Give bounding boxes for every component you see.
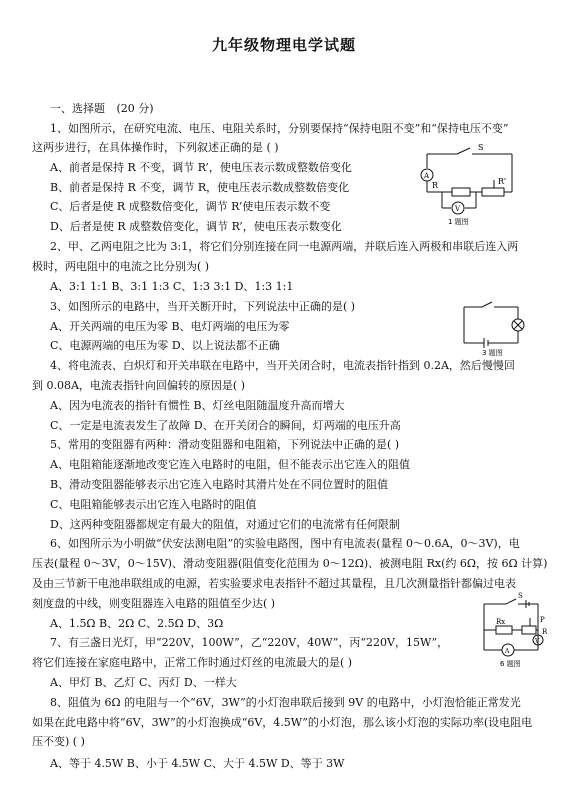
q5-option-d: D、这两种变阻器都规定有最大的阻值，对通过它们的电流常有任何限制 (50, 518, 400, 531)
q6-stem-cont-1: 压表(量程 0～3V，0～15V)、滑动变阻器(阻值变化范围为 0～12Ω)、被测电阻 Rx(约 6Ω，按 6Ω 计算) (32, 557, 548, 570)
q5-option-b: B、滑动变阻器能够表示出它连入电路时其滑片处在不同位置时的阻值 (50, 478, 389, 491)
fig1-voltmeter-label: V (455, 205, 461, 213)
fig6-rheostat-label: R (542, 628, 548, 636)
q8-options: A、等于 4.5W B、小于 4.5W C、大于 4.5W D、等于 3W (50, 757, 345, 770)
q2-stem-cont: 极时，两电阻中的电流之比分别为( ) (32, 260, 210, 273)
q1-stem-cont: 这两步进行，在具体操作时，下列叙述正确的是 ( ) (32, 141, 279, 154)
q1-stem: 1、如图所示，在研究电流、电压、电阻关系时，分别要保持“保持电阻不变”和“保持电压不变” (50, 122, 509, 135)
page-title: 九年级物理电学试题 (212, 36, 357, 54)
fig1-caption: 1 题图 (448, 218, 469, 226)
q1-option-d: D、后者是使 R 成整数倍变化，调节 R’，使电压表示数变化 (50, 220, 342, 233)
fig1-ammeter-label: A (424, 172, 430, 180)
section-score: (20 分) (116, 102, 154, 115)
q5-option-a: A、电阻箱能逐渐地改变它连入电路时的电阻，但不能表示出它连入的阻值 (50, 458, 410, 471)
q4-stem-cont: 到 0.08A，电流表指针向回偏转的原因是( ) (32, 379, 246, 392)
q8-stem-cont-1: 如果在此电路中将“6V，3W”的小灯泡换成“6V，4.5W”的小灯泡，那么该小灯泡的实际功率(设电阻电 (32, 716, 533, 729)
fig1-rheostat-label: R’ (498, 177, 507, 186)
q7-stem: 7、有三盏日光灯，甲“220V，100W”，乙“220V，40W”，丙“220V，15W”， (50, 636, 449, 649)
q3-stem: 3、如图所示的电路中，当开关断开时，下列说法中正确的是( ) (50, 300, 356, 313)
q2-stem: 2、甲、乙两电阻之比为 3:1，将它们分别连接在同一电源两端，并联后连入两极和串联后连入两 (50, 240, 519, 253)
q3-options-cd: C、电源两端的电压为零 D、以上说法都不正确 (50, 339, 280, 352)
q8-stem-cont-2: 压不变) ( ) (32, 735, 85, 748)
fig3-caption: 3 题图 (482, 349, 503, 357)
section-label: 一、选择题 (50, 102, 105, 115)
q7-stem-cont: 将它们连接在家庭电路中，正常工作时通过灯丝的电流最大的是( ) (32, 656, 353, 669)
q2-options: A、3:1 1:1 B、3:1 1:3 C、1:3 3:1 D、1:3 1:1 (50, 280, 294, 293)
q4-options-cd: C、一定是电流表发生了故障 D、在开关闭合的瞬间，灯两端的电压升高 (50, 419, 401, 432)
q5-stem: 5、常用的变阻器有两种：滑动变阻器和电阻箱，下列说法中正确的是( ) (50, 438, 400, 451)
fig6-caption: 6 题图 (500, 660, 521, 668)
q1-option-c: C、后者是使 R 成整数倍变化，调节 R’使电压表示数不变 (50, 200, 331, 213)
fig1-resistor-label: R (432, 181, 439, 190)
q6-stem: 6、如图所示为小明做“伏安法测电阻”的实验电路图，图中有电流表(量程 0～0.6A，0～3V)，电 (50, 537, 520, 550)
q3-options-ab: A、开关两端的电压为零 B、电灯两端的电压为零 (50, 320, 290, 333)
q1-option-a: A、前者是保持 R 不变，调节 R’，使电压表示数成整数倍变化 (50, 161, 352, 174)
q6-options: A、1.5Ω B、2Ω C、2.5Ω D、3Ω (50, 617, 224, 630)
fig6-switch-label: S (518, 592, 523, 600)
q8-stem: 8、阻值为 6Ω 的电阻与一个“6V，3W”的小灯泡串联后接到 9V 的电路中，小灯泡恰能正常发光 (50, 696, 521, 709)
fig1-switch-label: S (478, 143, 484, 152)
fig6-resistor-label: Rx (496, 618, 506, 626)
q4-stem: 4、将电流表、白炽灯和开关串联在电路中，当开关闭合时，电流表指针指到 0.2A，然后慢慢回 (50, 359, 515, 372)
figure-6-circuit (482, 592, 552, 670)
q7-options: A、甲灯 B、乙灯 C、丙灯 D、一样大 (50, 676, 237, 689)
fig6-ammeter-label: A (505, 648, 510, 655)
figure-1-circuit (412, 143, 522, 228)
q5-option-c: C、电阻箱能够表示出它连入电路时的阻值 (50, 498, 257, 511)
section-heading (50, 102, 154, 116)
q4-options-ab: A、因为电流表的指针有惯性 B、灯丝电阻随温度升高而增大 (50, 399, 345, 412)
q1-option-b: B、前者是保持 R 不变，调节 R，使电压表示数成整数倍变化 (50, 181, 350, 194)
q6-stem-cont-2: 及由三节新干电池串联组成的电源，若实验要求电表指针不超过其量程，且几次测量指针都偏过电表 (32, 577, 516, 590)
fig6-voltmeter-label: V (535, 638, 540, 645)
q6-stem-cont-3: 刻度盘的中线，则变阻器连入电路的阻值至少达( ) (32, 597, 276, 610)
fig6-slider-label: P (540, 616, 545, 624)
figure-3-circuit (462, 303, 532, 357)
